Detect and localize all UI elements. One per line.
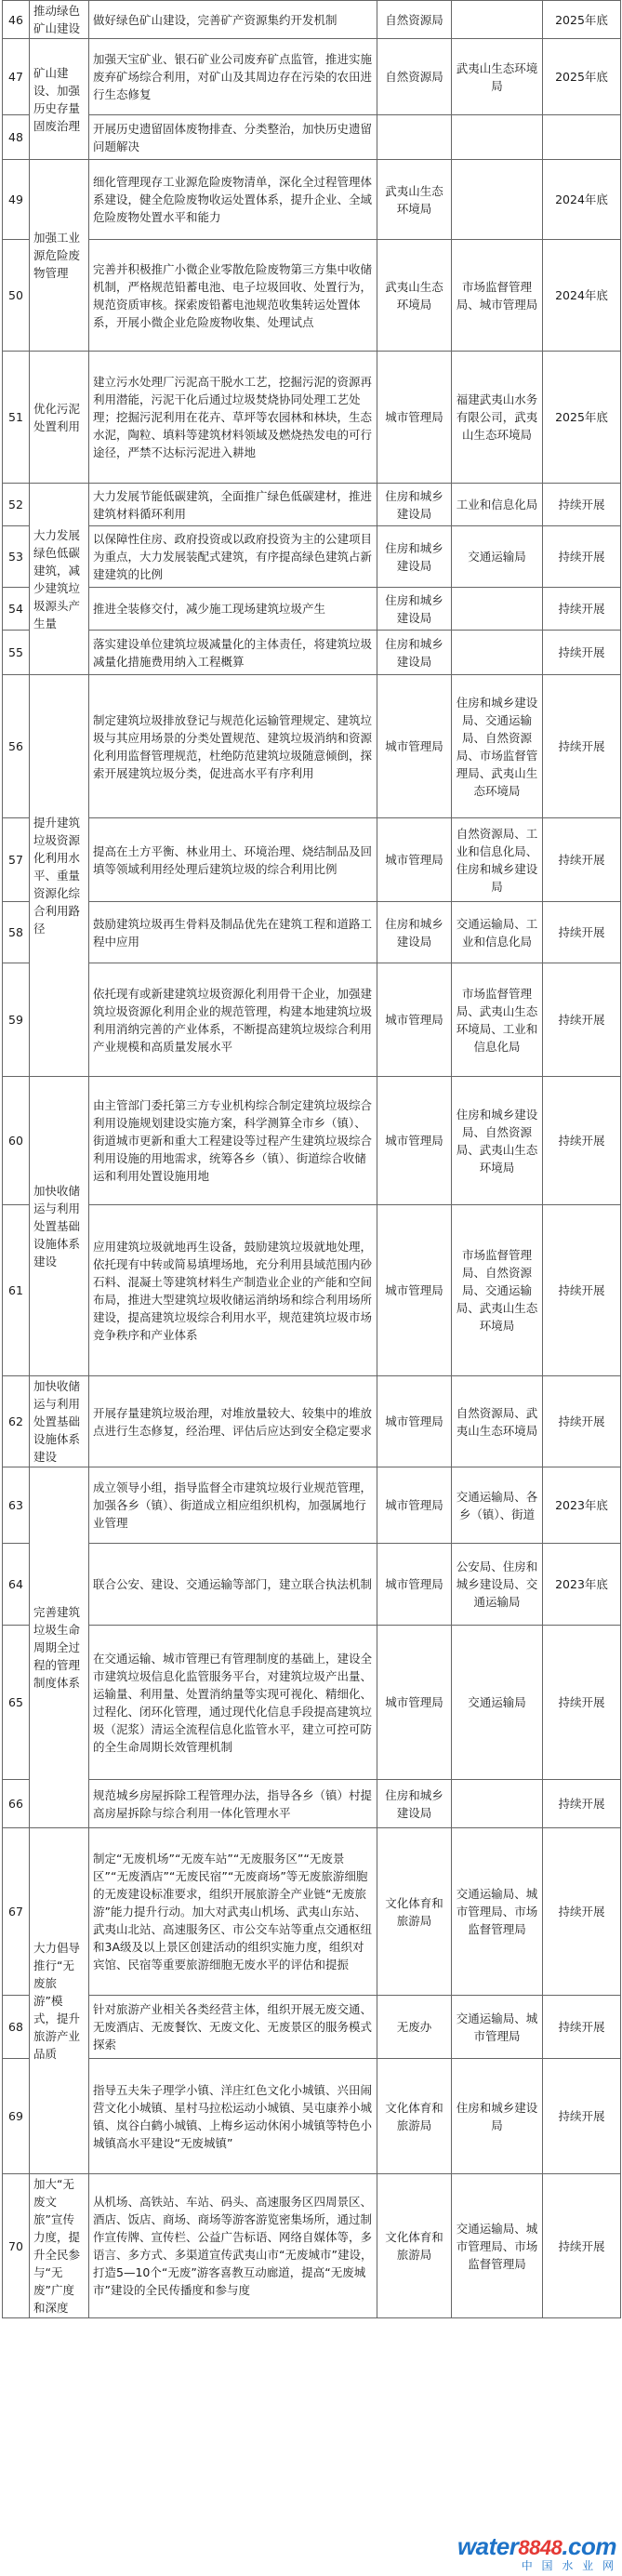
coop-unit-cell: 交通运输局、城市管理局 xyxy=(452,1996,543,2059)
row-number: 57 xyxy=(3,818,30,902)
time-cell: 持续开展 xyxy=(543,1996,621,2059)
lead-unit-cell: 文化体育和旅游局 xyxy=(377,2059,452,2174)
time-cell: 2024年底 xyxy=(543,160,621,240)
lead-unit-cell: 城市管理局 xyxy=(377,675,452,818)
table-row xyxy=(3,818,621,902)
table-row xyxy=(3,1,621,39)
row-number: 61 xyxy=(3,1205,30,1376)
time-cell: 持续开展 xyxy=(543,526,621,588)
row-number: 69 xyxy=(3,2059,30,2174)
watermark-brand-number: 8848 xyxy=(518,2536,562,2560)
lead-unit-cell: 住房和城乡建设局 xyxy=(377,1780,452,1828)
time-cell: 持续开展 xyxy=(543,2059,621,2174)
task-cell: 细化管理现存工业源危险废物清单，深化全过程管理体系建设，健全危险废物收运处置体系，提升企业、全域危险废物处置水平和能力 xyxy=(89,160,377,240)
row-number: 51 xyxy=(3,352,30,484)
coop-unit-cell: 住房和城乡建设局、自然资源局、武夷山生态环境局 xyxy=(452,1077,543,1205)
time-cell: 2025年底 xyxy=(543,352,621,484)
table-row xyxy=(3,352,621,484)
table-row xyxy=(3,1077,621,1205)
coop-unit-cell: 工业和信息化局 xyxy=(452,484,543,526)
task-table-body xyxy=(3,1,621,2318)
table-row xyxy=(3,240,621,352)
coop-unit-cell: 住房和城乡建设局 xyxy=(452,2059,543,2174)
time-cell: 持续开展 xyxy=(543,818,621,902)
time-cell: 持续开展 xyxy=(543,1828,621,1996)
coop-unit-cell: 住房和城乡建设局、交通运输局、自然资源局、市场监督管理局、武夷山生态环境局 xyxy=(452,675,543,818)
row-number: 70 xyxy=(3,2174,30,2318)
time-cell: 2024年底 xyxy=(543,240,621,352)
coop-unit-cell xyxy=(452,1780,543,1828)
task-cell: 推进全装修交付，减少施工现场建筑垃圾产生 xyxy=(89,588,377,631)
row-number: 60 xyxy=(3,1077,30,1205)
table-row xyxy=(3,484,621,526)
coop-unit-cell xyxy=(452,588,543,631)
row-number: 48 xyxy=(3,115,30,160)
lead-unit-cell: 城市管理局 xyxy=(377,1376,452,1467)
row-number: 64 xyxy=(3,1544,30,1626)
time-cell: 持续开展 xyxy=(543,963,621,1077)
coop-unit-cell: 公安局、住房和城乡建设局、交通运输局 xyxy=(452,1544,543,1626)
coop-unit-cell xyxy=(452,1,543,39)
row-number: 50 xyxy=(3,240,30,352)
lead-unit-cell: 住房和城乡建设局 xyxy=(377,484,452,526)
coop-unit-cell: 市场监督管理局、自然资源局、交通运输局、武夷山生态环境局 xyxy=(452,1205,543,1376)
lead-unit-cell: 自然资源局 xyxy=(377,1,452,39)
time-cell: 持续开展 xyxy=(543,1626,621,1780)
task-cell: 制定“无废机场”“无废车站”“无废服务区”“无废景区”“无废酒店”“无废民宿”“无废商场”等无废旅游细胞的无废建设标准要求，组织开展旅游全产业链“无废旅游”能力提升行动。加大对武夷山机场、武夷山东站、武夷山北站、高速服务区、市公交车站等重点交通枢纽和3A级及以上景区创建活动的组织实施力度，组织对宾馆、民宿等重要旅游细胞无废水平的评估和提振 xyxy=(89,1828,377,1996)
watermark-subtitle: 中 国 水 业 网 xyxy=(521,2558,616,2572)
task-cell: 规范城乡房屋拆除工程管理办法，指导各乡（镇）村提高房屋拆除与综合利用一体化管理水平 xyxy=(89,1780,377,1828)
time-cell: 2025年底 xyxy=(543,39,621,115)
row-number: 62 xyxy=(3,1376,30,1467)
lead-unit-cell: 自然资源局 xyxy=(377,39,452,115)
task-cell: 以保障性住房、政府投资或以政府投资为主的公建项目为重点，大力发展装配式建筑，有序提高绿色建筑占新建建筑的比例 xyxy=(89,526,377,588)
lead-unit-cell: 城市管理局 xyxy=(377,1626,452,1780)
coop-unit-cell: 交通运输局、工业和信息化局 xyxy=(452,902,543,963)
table-row xyxy=(3,902,621,963)
lead-unit-cell: 住房和城乡建设局 xyxy=(377,526,452,588)
table-row xyxy=(3,1626,621,1780)
table-row xyxy=(3,2059,621,2174)
watermark-brand-text: water xyxy=(457,2532,519,2561)
task-cell: 依托现有或新建建筑垃圾资源化利用骨干企业，加强建筑垃圾资源化利用企业的规范管理，构建本地建筑垃圾利用消纳完善的产业体系，不断提高建筑垃圾综合利用产业规模和高质量发展水平 xyxy=(89,963,377,1077)
coop-unit-cell xyxy=(452,115,543,160)
row-number: 65 xyxy=(3,1626,30,1780)
row-number: 53 xyxy=(3,526,30,588)
watermark-logo xyxy=(457,2533,616,2572)
task-cell: 提高在土方平衡、林业用土、环境治理、烧结制品及回填等领域利用经处理后建筑垃圾的综合利用比例 xyxy=(89,818,377,902)
task-cell: 开展存量建筑垃圾治理，对堆放量较大、较集中的堆放点进行生态修复，经治理、评估后应达到安全稳定要求 xyxy=(89,1376,377,1467)
task-cell: 落实建设单位建筑垃圾减量化的主体责任，将建筑垃圾减量化措施费用纳入工程概算 xyxy=(89,631,377,675)
coop-unit-cell: 交通运输局 xyxy=(452,526,543,588)
row-number: 46 xyxy=(3,1,30,39)
task-cell: 应用建筑垃圾就地再生设备，鼓励建筑垃圾就地处理，依托现有中转或简易填埋场地，充分利用县域范围内砂石料、混凝土等建筑材料生产制造业企业的产能和空间布局，推进大型建筑垃圾收储运消纳场和综合利用场所建设，提高建筑垃圾综合利用水平，规范建筑垃圾市场竞争秩序和产业体系 xyxy=(89,1205,377,1376)
row-number: 66 xyxy=(3,1780,30,1828)
category-cell: 加快收储运与利用处置基础设施体系建设 xyxy=(30,1077,89,1376)
time-cell: 持续开展 xyxy=(543,1376,621,1467)
category-cell: 大力发展绿色低碳建筑，减少建筑垃圾源头产生量 xyxy=(30,484,89,675)
lead-unit-cell: 住房和城乡建设局 xyxy=(377,588,452,631)
task-cell: 鼓励建筑垃圾再生骨料及制品优先在建筑工程和道路工程中应用 xyxy=(89,902,377,963)
time-cell: 2023年底 xyxy=(543,1467,621,1544)
row-number: 47 xyxy=(3,39,30,115)
task-cell: 指导五夫朱子理学小镇、洋庄红色文化小城镇、兴田闹营文化小城镇、星村马拉松运动小城镇、吴屯康养小城镇、岚谷白鹤小城镇、上梅乡运动休闲小城镇等特色小城镇高水平建设“无废城镇” xyxy=(89,2059,377,2174)
task-cell: 做好绿色矿山建设，完善矿产资源集约开发机制 xyxy=(89,1,377,39)
lead-unit-cell: 武夷山生态环境局 xyxy=(377,160,452,240)
category-cell: 矿山建设、加强历史存量固废治理 xyxy=(30,39,89,160)
row-number: 49 xyxy=(3,160,30,240)
task-cell: 在交通运输、城市管理已有管理制度的基础上，建设全市建筑垃圾信息化监管服务平台，对建筑垃圾产出量、运输量、利用量、处置消纳量等实现可视化、精细化、过程化、闭环化管理，通过现代化信息手段提高建筑垃圾（泥浆）清运全流程信息化监管水平，建立可控可防的全生命周期长效管理机制 xyxy=(89,1626,377,1780)
row-number: 54 xyxy=(3,588,30,631)
lead-unit-cell: 城市管理局 xyxy=(377,1077,452,1205)
time-cell: 持续开展 xyxy=(543,631,621,675)
category-cell: 优化污泥处置利用 xyxy=(30,352,89,484)
coop-unit-cell: 市场监督管理局、城市管理局 xyxy=(452,240,543,352)
task-cell: 大力发展节能低碳建筑，全面推广绿色低碳建材，推进建筑材料循环利用 xyxy=(89,484,377,526)
lead-unit-cell: 住房和城乡建设局 xyxy=(377,631,452,675)
lead-unit-cell: 住房和城乡建设局 xyxy=(377,902,452,963)
task-cell: 建立污水处理厂污泥高干脱水工艺，挖掘污泥的资源再利用潜能，污泥干化后通过垃圾焚烧协同处理工艺处理；挖掘污泥利用在花卉、草坪等农园林和林块，生态水泥，陶粒、填料等建筑材料领域及燃烧热发电的可行途径，严禁不达标污泥进入耕地 xyxy=(89,352,377,484)
time-cell: 持续开展 xyxy=(543,1205,621,1376)
table-row xyxy=(3,526,621,588)
time-cell: 持续开展 xyxy=(543,1077,621,1205)
coop-unit-cell: 交通运输局 xyxy=(452,1626,543,1780)
category-cell: 加大“无废文旅”宣传力度，提升全民参与“无废”广度和深度 xyxy=(30,2174,89,2318)
time-cell: 持续开展 xyxy=(543,484,621,526)
time-cell xyxy=(543,115,621,160)
table-row xyxy=(3,1376,621,1467)
table-row xyxy=(3,115,621,160)
lead-unit-cell: 城市管理局 xyxy=(377,1205,452,1376)
task-cell: 成立领导小组，指导监督全市建筑垃圾行业规范管理，加强各乡（镇）、街道成立相应组织机构，加强属地行业管理 xyxy=(89,1467,377,1544)
task-cell: 完善并积极推广小微企业零散危险废物第三方集中收储机制，严格规范铅蓄电池、电子垃圾回收、处置行为，规范资质审核。探索废铅蓄电池规范收集转运处置体系，开展小微企业危险废物收集、处理试点 xyxy=(89,240,377,352)
time-cell: 持续开展 xyxy=(543,2174,621,2318)
coop-unit-cell xyxy=(452,631,543,675)
row-number: 63 xyxy=(3,1467,30,1544)
category-cell: 大力倡导推行“无废旅游”模式，提升旅游产业品质 xyxy=(30,1828,89,2174)
lead-unit-cell: 文化体育和旅游局 xyxy=(377,1828,452,1996)
time-cell: 持续开展 xyxy=(543,1780,621,1828)
lead-unit-cell: 城市管理局 xyxy=(377,1467,452,1544)
coop-unit-cell: 交通运输局、城市管理局、市场监督管理局 xyxy=(452,2174,543,2318)
coop-unit-cell xyxy=(452,160,543,240)
lead-unit-cell xyxy=(377,115,452,160)
row-number: 59 xyxy=(3,963,30,1077)
task-table xyxy=(2,0,621,2318)
category-cell: 提升建筑垃圾资源化利用水平、重量资源化综合利用路径 xyxy=(30,675,89,1077)
time-cell: 2025年底 xyxy=(543,1,621,39)
category-cell: 加强工业源危险废物管理 xyxy=(30,160,89,352)
task-cell: 由主管部门委托第三方专业机构综合制定建筑垃圾综合利用设施规划建设实施方案，科学测算全市乡（镇）、街道城市更新和重大工程建设等过程产生建筑垃圾综合利用设施的用地需求，统筹各乡（镇）、街道综合收储运和利用处置设施用地 xyxy=(89,1077,377,1205)
task-cell: 制定建筑垃圾排放登记与规范化运输管理规定、建筑垃圾与其应用场景的分类处置规范、建筑垃圾消纳和资源化利用监督管理规范，杜绝防范建筑垃圾随意倾倒，探索开展建筑垃圾分类，促进高水平有序利用 xyxy=(89,675,377,818)
table-row xyxy=(3,160,621,240)
table-row xyxy=(3,963,621,1077)
category-cell: 加快收储运与利用处置基础设施体系建设 xyxy=(30,1376,89,1467)
lead-unit-cell: 武夷山生态环境局 xyxy=(377,240,452,352)
watermark-brand-suffix: .com xyxy=(562,2532,616,2561)
table-row xyxy=(3,1205,621,1376)
table-row xyxy=(3,1828,621,1996)
time-cell: 2023年底 xyxy=(543,1544,621,1626)
coop-unit-cell: 交通运输局、城市管理局、市场监督管理局 xyxy=(452,1828,543,1996)
table-row xyxy=(3,1544,621,1626)
coop-unit-cell: 自然资源局、工业和信息化局、住房和城乡建设局 xyxy=(452,818,543,902)
table-row xyxy=(3,39,621,115)
lead-unit-cell: 文化体育和旅游局 xyxy=(377,2174,452,2318)
row-number: 52 xyxy=(3,484,30,526)
lead-unit-cell: 城市管理局 xyxy=(377,352,452,484)
coop-unit-cell: 自然资源局、武夷山生态环境局 xyxy=(452,1376,543,1467)
row-number: 55 xyxy=(3,631,30,675)
coop-unit-cell: 福建武夷山水务有限公司，武夷山生态环境局 xyxy=(452,352,543,484)
row-number: 56 xyxy=(3,675,30,818)
table-row xyxy=(3,1996,621,2059)
task-cell: 加强天宝矿业、银石矿业公司废弃矿点监管，推进实施废弃矿场综合利用，对矿山及其周边存在污染的农田进行生态修复 xyxy=(89,39,377,115)
coop-unit-cell: 市场监督管理局、武夷山生态环境局、工业和信息化局 xyxy=(452,963,543,1077)
lead-unit-cell: 城市管理局 xyxy=(377,963,452,1077)
task-cell: 联合公安、建设、交通运输等部门，建立联合执法机制 xyxy=(89,1544,377,1626)
row-number: 67 xyxy=(3,1828,30,1996)
table-row xyxy=(3,2174,621,2318)
category-cell: 推动绿色矿山建设 xyxy=(30,1,89,39)
table-row xyxy=(3,1467,621,1544)
time-cell: 持续开展 xyxy=(543,902,621,963)
coop-unit-cell: 交通运输局、各乡（镇）、街道 xyxy=(452,1467,543,1544)
coop-unit-cell: 武夷山生态环境局 xyxy=(452,39,543,115)
time-cell: 持续开展 xyxy=(543,675,621,818)
time-cell: 持续开展 xyxy=(543,588,621,631)
row-number: 68 xyxy=(3,1996,30,2059)
table-row xyxy=(3,588,621,631)
row-number: 58 xyxy=(3,902,30,963)
task-cell: 开展历史遗留固体废物排查、分类整治，加快历史遗留问题解决 xyxy=(89,115,377,160)
lead-unit-cell: 城市管理局 xyxy=(377,818,452,902)
table-row xyxy=(3,1780,621,1828)
lead-unit-cell: 无废办 xyxy=(377,1996,452,2059)
task-cell: 针对旅游产业相关各类经营主体，组织开展无废交通、无废酒店、无废餐饮、无废文化、无废景区的服务模式探索 xyxy=(89,1996,377,2059)
table-row xyxy=(3,675,621,818)
category-cell: 完善建筑垃圾生命周期全过程的管理制度体系 xyxy=(30,1467,89,1828)
lead-unit-cell: 城市管理局 xyxy=(377,1544,452,1626)
table-row xyxy=(3,631,621,675)
task-cell: 从机场、高铁站、车站、码头、高速服务区四周景区、酒店、饭店、商场、商场等游客游览密集场所，通过制作宣传牌、宣传栏、公益广告标语、网络自媒体等，多语言、多方式、多渠道宣传武夷山市“无废城市”建设，打造5—10个“无废”游客喜教互动廊道，提高“无废城市”建设的全民传播度和参与度 xyxy=(89,2174,377,2318)
watermark-brand xyxy=(457,2533,616,2560)
